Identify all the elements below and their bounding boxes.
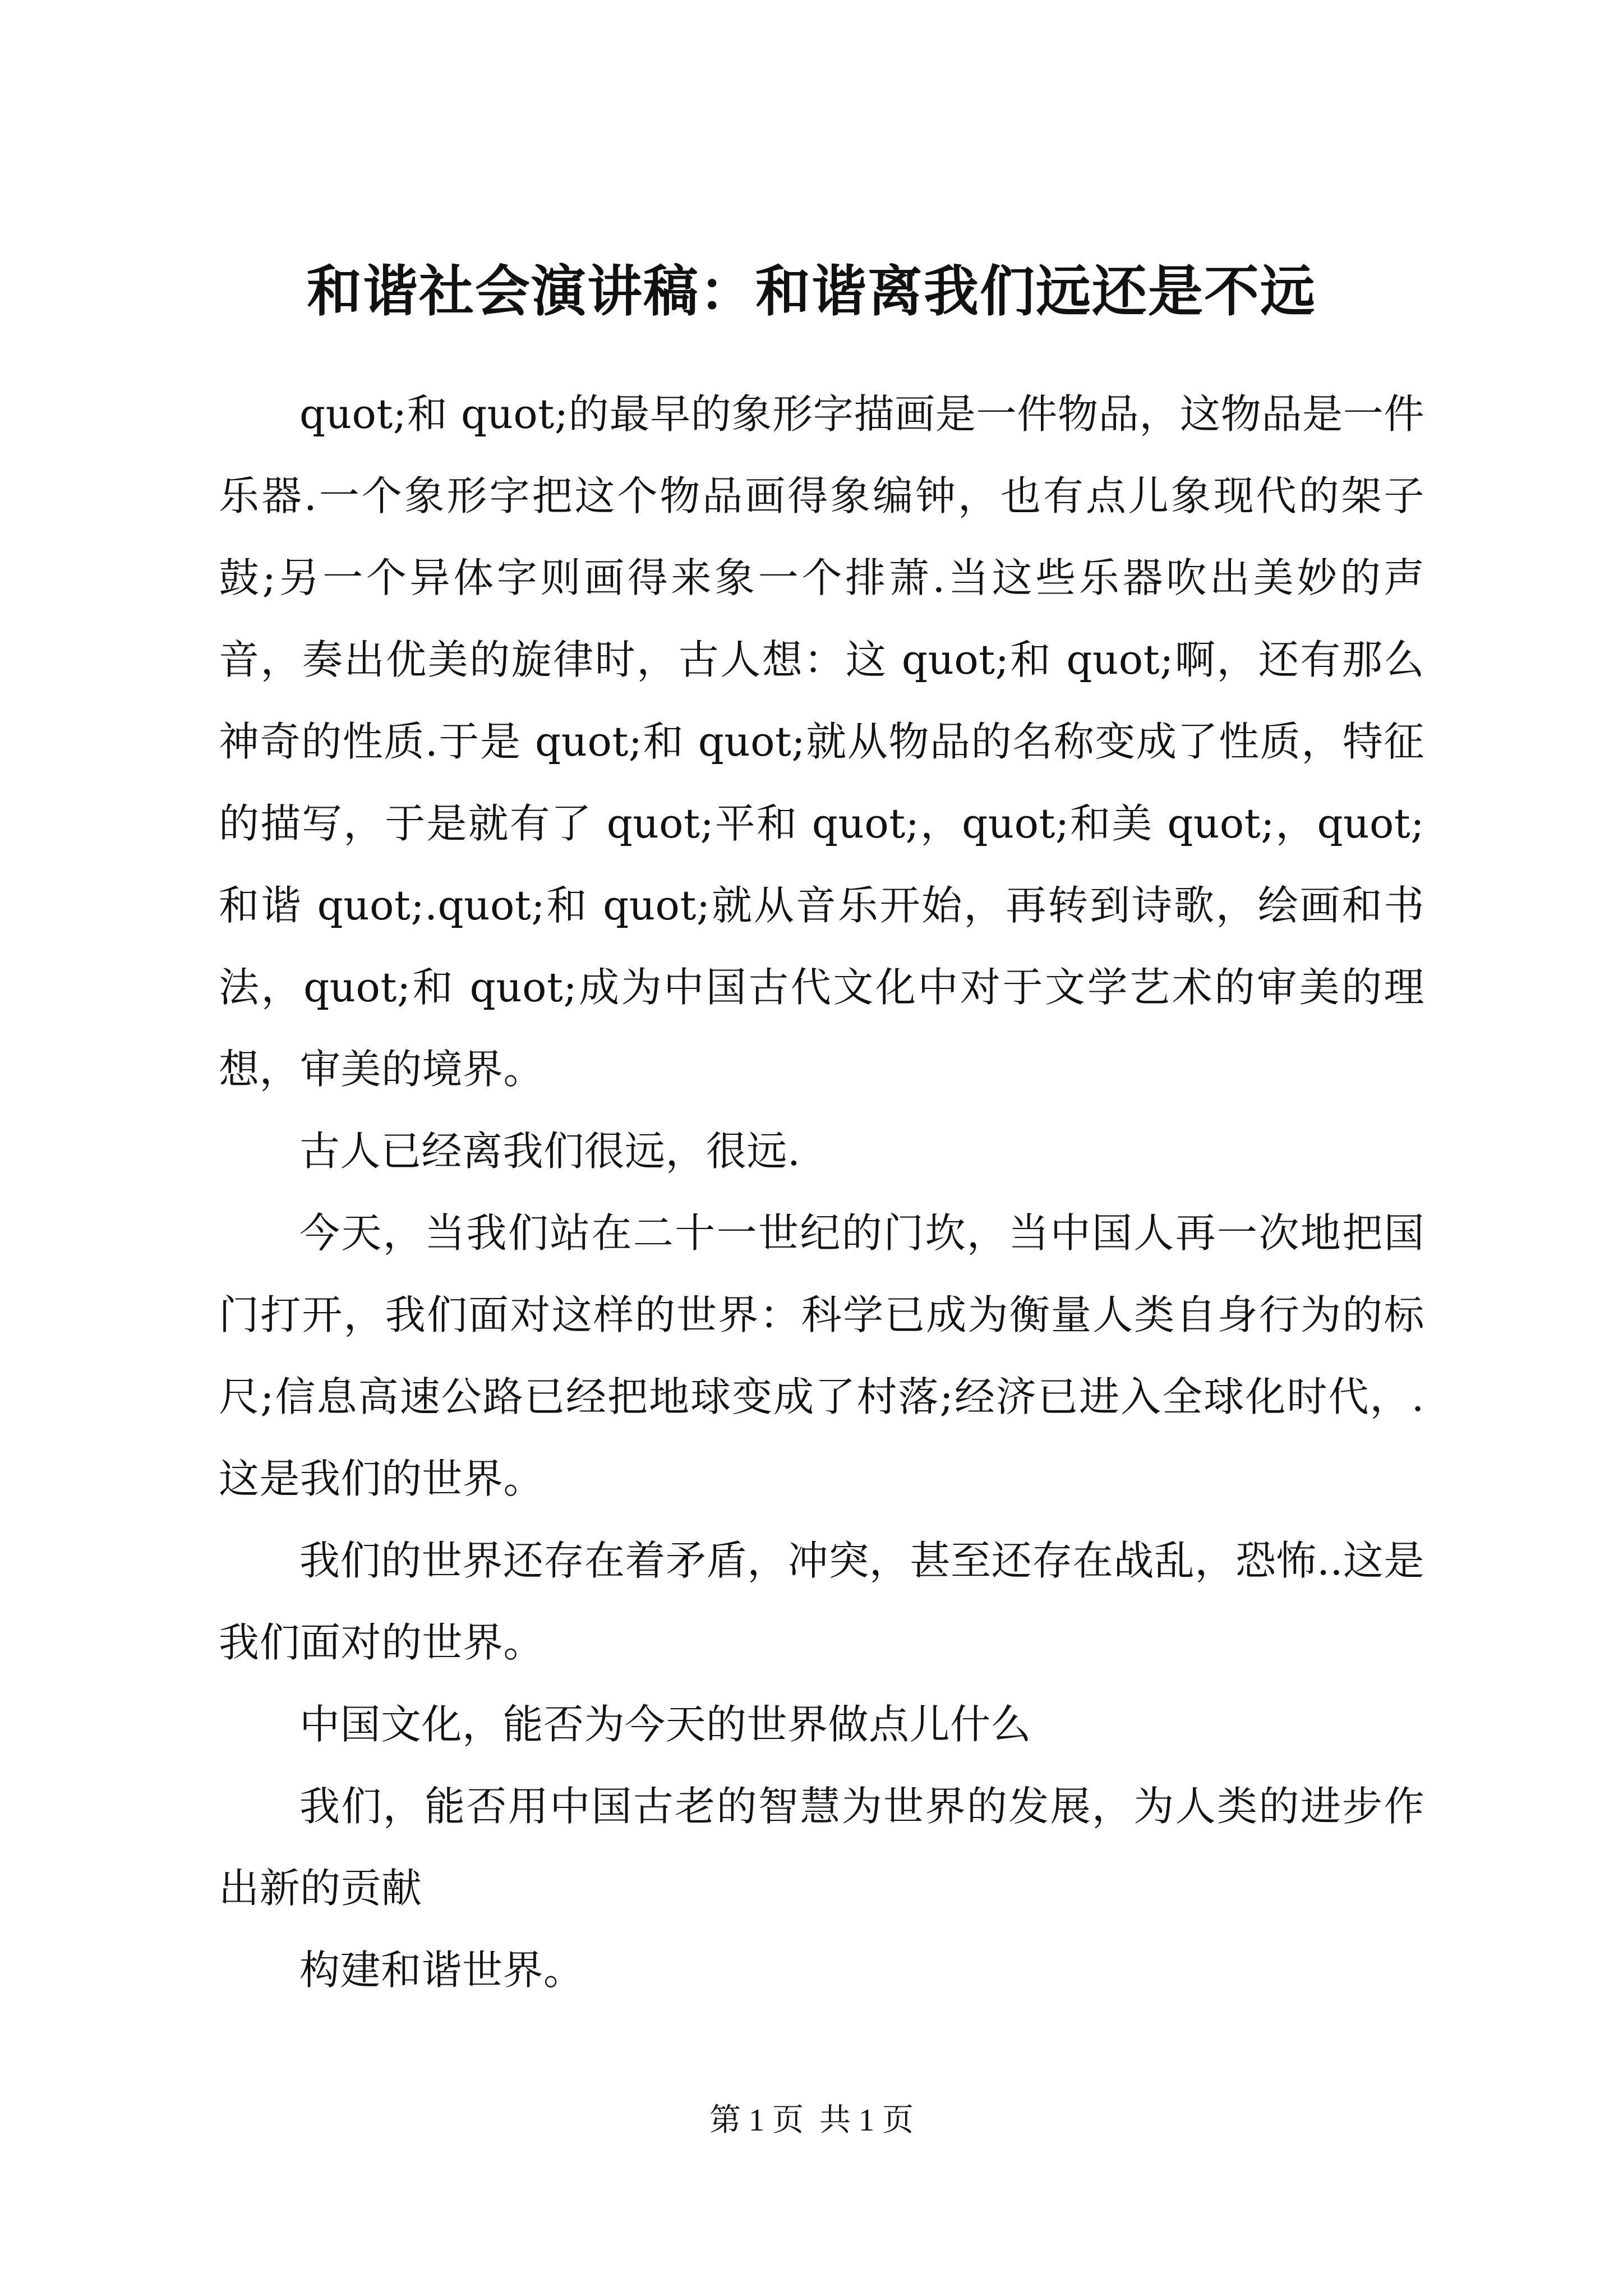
paragraph-7: 构建和谐世界。 bbox=[299, 1947, 584, 1994]
document-title: 和谐社会演讲稿：和谐离我们远还是不远 bbox=[306, 259, 1316, 324]
paragraph-2: 古人已经离我们很远，很远. bbox=[299, 1128, 801, 1175]
paragraph-5: 中国文化，能否为今天的世界做点儿什么 bbox=[299, 1701, 1032, 1748]
paragraph-1: quot;和 quot;的最早的象形字描画是一件物品，这物品是一件乐器.一个象形字把这个物品画得象编钟，也有点儿象现代的架子鼓;另一个异体字则画得来象一个排萧.当这些乐器吹出美妙的声音，奏出优美的旋律时，古人想：这 quot;和 quot;啊，还有那么神奇的性质.于是 quot;和 quot;就从物品的名称变成了性质，特征的描写，于是就有了 quot;平和 quot;，quot;和美 quot;，quot;和谐 quot;.quot;和 quot;就从音乐开始，再转到诗歌，绘画和书法，quot;和 quot;成为中国古代文化中对于文学艺术的审美的理想，审美的境界。 bbox=[219, 390, 1424, 1093]
page-footer: 第 1 页 共 1 页 bbox=[709, 2103, 914, 2138]
paragraph-6: 我们，能否用中国古老的智慧为世界的发展，为人类的进步作出新的贡献 bbox=[219, 1783, 1424, 1912]
paragraph-4: 我们的世界还存在着矛盾，冲突，甚至还存在战乱，恐怖..这是我们面对的世界。 bbox=[219, 1537, 1424, 1666]
paragraph-3: 今天，当我们站在二十一世纪的门坎，当中国人再一次地把国门打开，我们面对这样的世界：科学已成为衡量人类自身行为的标尺;信息高速公路已经把地球变成了村落;经济已进入全球化时代，.这是我们的世界。 bbox=[219, 1209, 1424, 1502]
document-body bbox=[219, 373, 1424, 2011]
